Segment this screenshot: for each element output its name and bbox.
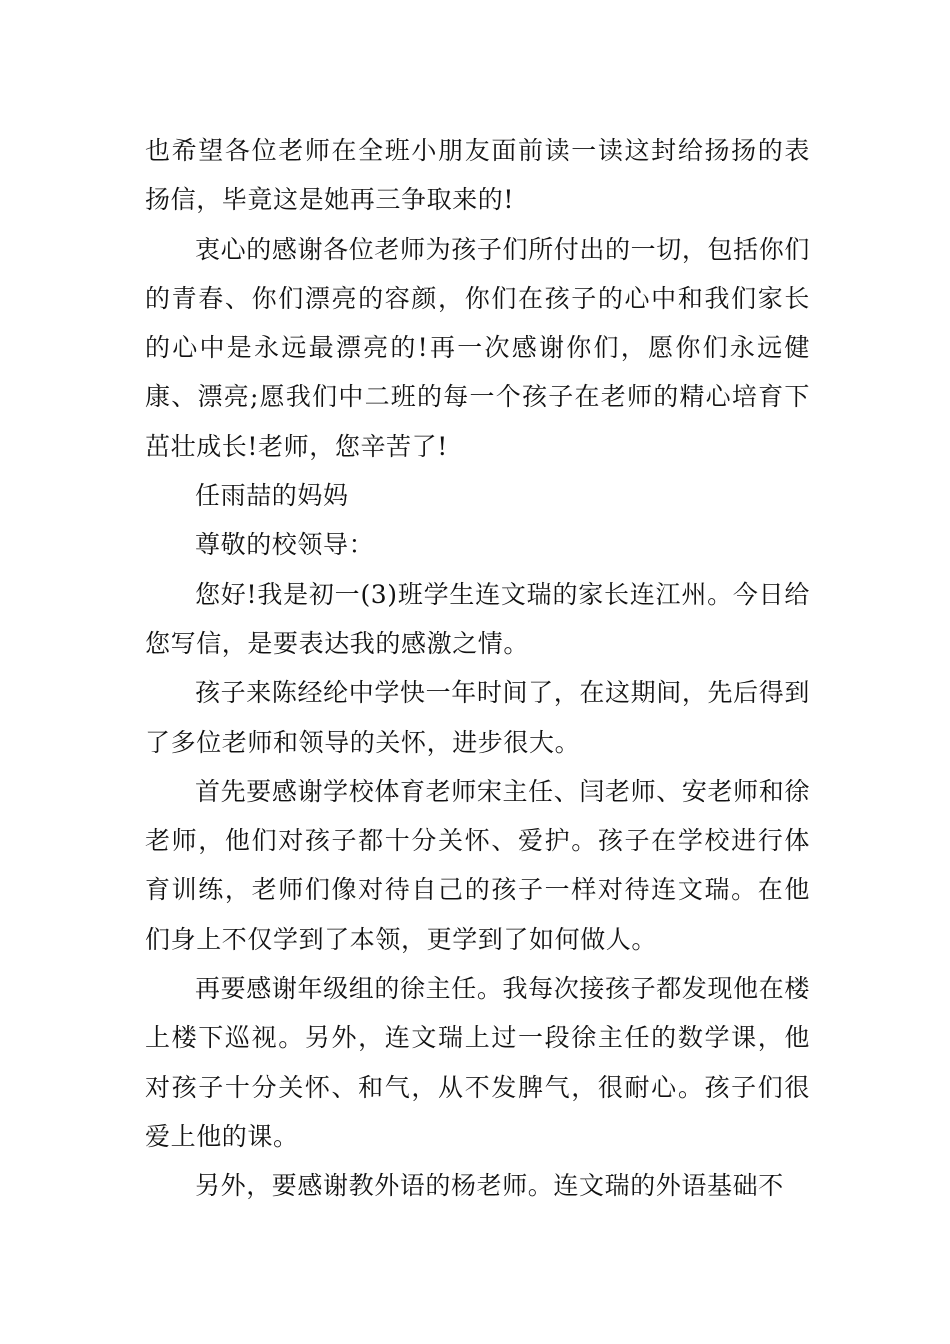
paragraph-pe-teachers: 首先要感谢学校体育老师宋主任、闫老师、安老师和徐老师，他们对孩子都十分关怀、爱护。孩子在学校进行体育训练，老师们像对待自己的孩子一样对待连文瑞。在他们身上不仅学到了本领，更学到了如何做人。: [145, 776, 810, 954]
paragraph-english-teacher: 另外，要感谢教外语的杨老师。连文瑞的外语基础不: [195, 1171, 784, 1201]
paragraph-progress: 孩子来陈经纶中学快一年时间了，在这期间，先后得到了多位老师和领导的关怀，进步很大。: [145, 678, 810, 757]
salutation: 尊敬的校领导：: [195, 530, 375, 560]
paragraph-continuation: 也希望各位老师在全班小朋友面前读一读这封给扬扬的表扬信，毕竟这是她再三争取来的!: [145, 136, 810, 215]
letter-body: [145, 126, 810, 1211]
signature: 任雨喆的妈妈: [195, 481, 349, 511]
paragraph-intro: 您好!我是初一(3)班学生连文瑞的家长连江州。今日给您写信，是要表达我的感激之情。: [145, 579, 810, 658]
paragraph-thanks: 衷心的感谢各位老师为孩子们所付出的一切，包括你们的青春、你们漂亮的容颜，你们在孩子的心中和我们家长的心中是永远最漂亮的!再一次感谢你们，愿你们永远健康、漂亮;愿我们中二班的每一个孩子在老师的精心培育下茁壮成长!老师，您辛苦了!: [145, 234, 810, 461]
paragraph-grade-director: 再要感谢年级组的徐主任。我每次接孩子都发现他在楼上楼下巡视。另外，连文瑞上过一段徐主任的数学课，他对孩子十分关怀、和气，从不发脾气，很耐心。孩子们很爱上他的课。: [145, 974, 810, 1151]
